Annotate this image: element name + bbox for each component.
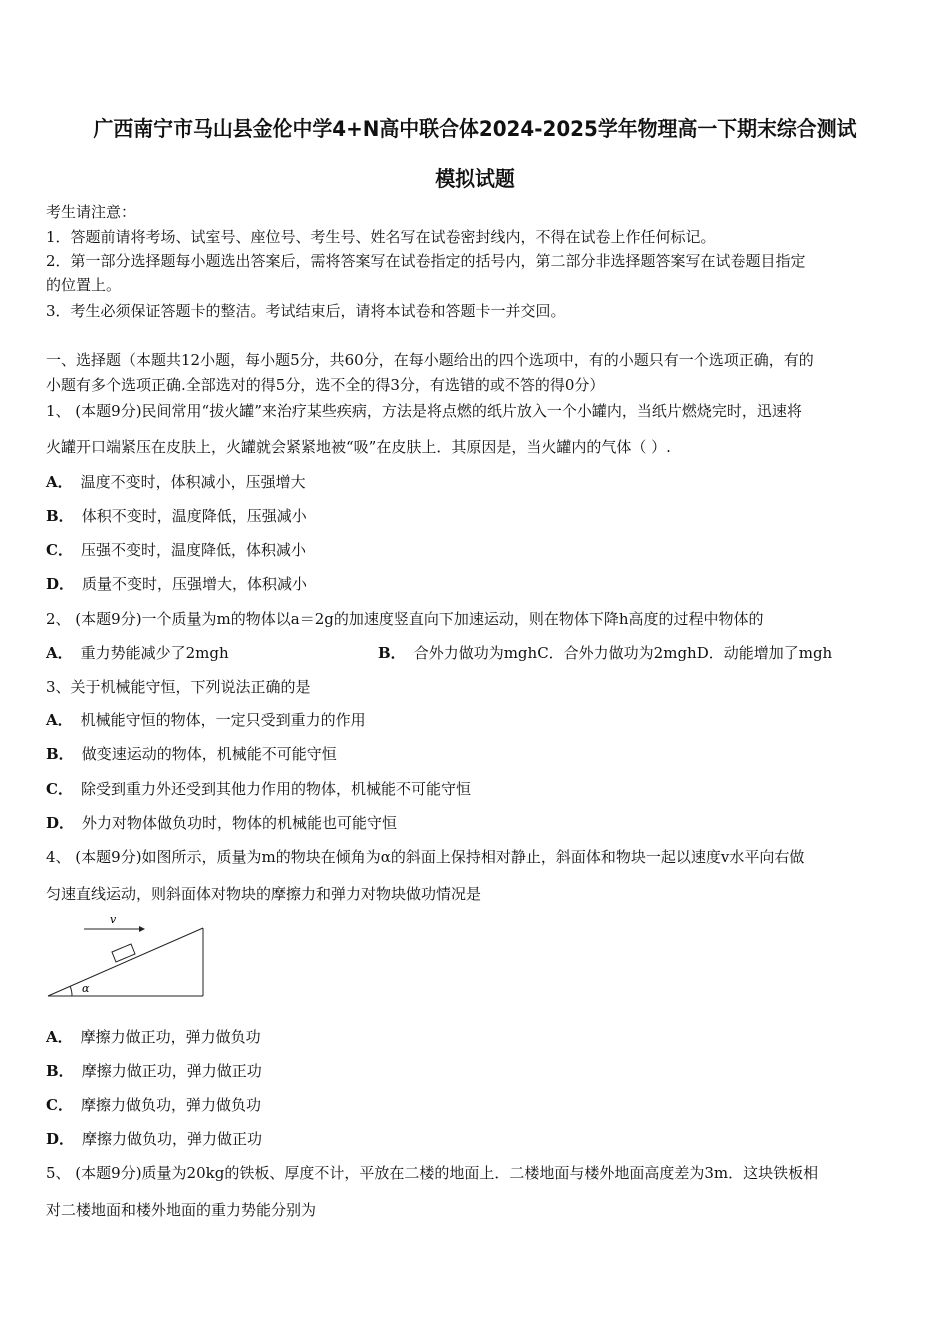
- q2-stem: 2、 (本题9分)一个质量为m的物体以a＝2g的加速度竖直向下加速运动，则在物体下降h高度的过程中物体的: [46, 610, 764, 628]
- option-label: B．: [46, 507, 74, 525]
- option-text: 摩擦力做正功，弹力做正功: [81, 1062, 262, 1080]
- q4-stem-line2: 匀速直线运动，则斜面体对物块的摩擦力和弹力对物块做功情况是: [46, 885, 482, 903]
- notice-item-1: 1．答题前请将考场、试室号、座位号、考生号、姓名写在试卷密封线内，不得在试卷上作任何标记。: [46, 228, 716, 246]
- option-text: 合外力做功为2mgh: [563, 644, 697, 662]
- incline-diagram: [44, 910, 214, 1002]
- option-label: D．: [46, 575, 75, 593]
- q5-stem-line1: 5、 (本题9分)质量为20kg的铁板、厚度不计，平放在二楼的地面上．二楼地面与楼外地面高度差为3m．这块铁板相: [46, 1164, 819, 1182]
- option-label: B．: [46, 745, 74, 763]
- option-text: 机械能守恒的物体，一定只受到重力的作用: [80, 711, 366, 729]
- option-label: B．: [46, 1062, 74, 1080]
- option-text: 做变速运动的物体，机械能不可能守恒: [81, 745, 337, 763]
- notice-heading: 考生请注意：: [46, 203, 137, 221]
- option-label: C．: [46, 1096, 73, 1114]
- q4-option-b: [46, 1061, 262, 1081]
- angle-arc: [70, 986, 72, 996]
- angle-label: α: [82, 982, 90, 995]
- q5-stem-line2: 对二楼地面和楼外地面的重力势能分别为: [46, 1201, 317, 1219]
- q3-option-a: [46, 710, 366, 730]
- q4-option-a: [46, 1027, 261, 1047]
- incline-surface: [48, 928, 203, 996]
- q1-stem-line2: 火罐开口端紧压在皮肤上，火罐就会紧紧地被“吸”在皮肤上．其原因是，当火罐内的气体（ ）.: [46, 438, 671, 456]
- option-text: 压强不变时，温度降低，体积减小: [80, 541, 306, 559]
- option-text: 动能增加了mgh: [723, 644, 833, 662]
- option-label: C．: [46, 780, 73, 798]
- option-label: D．: [696, 644, 724, 662]
- option-text: 摩擦力做正功，弹力做负功: [80, 1028, 261, 1046]
- option-text: 摩擦力做负功，弹力做负功: [80, 1096, 261, 1114]
- option-text: 体积不变时，温度降低，压强减小: [81, 507, 307, 525]
- q1-option-c: [46, 540, 306, 560]
- velocity-label: v: [110, 913, 117, 926]
- q1-option-d: [46, 574, 307, 594]
- q3-stem: 3、关于机械能守恒，下列说法正确的是: [46, 678, 311, 696]
- notice-item-3: 3．考生必须保证答题卡的整洁。考试结束后，请将本试卷和答题卡一并交回。: [46, 302, 566, 320]
- q4-option-c: [46, 1095, 261, 1115]
- option-label: D．: [46, 1130, 75, 1148]
- option-label: C．: [46, 541, 73, 559]
- section-instruction-line1: 一、选择题（本题共12小题，每小题5分，共60分，在每小题给出的四个选项中，有的小题只有一个选项正确，有的: [46, 351, 814, 369]
- option-text: 摩擦力做负功，弹力做正功: [82, 1130, 263, 1148]
- option-label: B．: [378, 644, 406, 662]
- notice-item-2: 2．第一部分选择题每小题选出答案后，需将答案写在试卷指定的括号内，第二部分非选择题答案写在试卷题目指定: [46, 252, 806, 270]
- option-text: 重力势能减少了2mgh: [80, 644, 229, 662]
- section-instruction-line2: 小题有多个选项正确.全部选对的得5分，选不全的得3分，有选错的或不答的得0分）: [46, 376, 605, 394]
- velocity-arrowhead: [139, 926, 145, 932]
- option-text: 外力对物体做负功时，物体的机械能也可能守恒: [82, 814, 398, 832]
- q1-option-a: [46, 472, 306, 492]
- option-label: D．: [46, 814, 75, 832]
- notice-item-2-cont: 的位置上。: [46, 276, 122, 294]
- option-label: A．: [46, 711, 73, 729]
- option-label: A．: [46, 473, 73, 491]
- exam-title-line1: 广西南宁市马山县金伦中学4+N高中联合体2024-2025学年物理高一下期末综合测试: [93, 117, 857, 141]
- q4-stem-line1: 4、 (本题9分)如图所示，质量为m的物块在倾角为α的斜面上保持相对静止，斜面体和物块一起以速度v水平向右做: [46, 848, 805, 866]
- q3-option-c: [46, 779, 471, 799]
- option-text: 除受到重力外还受到其他力作用的物体，机械能不可能守恒: [80, 780, 471, 798]
- option-text: 合外力做功为mgh: [413, 644, 538, 662]
- option-label: A．: [46, 644, 73, 662]
- q2-option-bcd: [378, 643, 832, 663]
- q1-stem-line1: 1、 (本题9分)民间常用“拔火罐”来治疗某些疾病，方法是将点燃的纸片放入一个小罐内，当纸片燃烧完时，迅速将: [46, 402, 802, 420]
- option-label: A．: [46, 1028, 73, 1046]
- exam-title-line2: 模拟试题: [435, 167, 515, 191]
- q3-option-d: [46, 813, 397, 833]
- option-text: 质量不变时，压强增大，体积减小: [82, 575, 308, 593]
- option-text: 温度不变时，体积减小，压强增大: [80, 473, 306, 491]
- option-label: C．: [537, 644, 564, 662]
- q3-option-b: [46, 744, 337, 764]
- q4-option-d: [46, 1129, 262, 1149]
- q2-option-a: [46, 643, 229, 663]
- q1-option-b: [46, 506, 307, 526]
